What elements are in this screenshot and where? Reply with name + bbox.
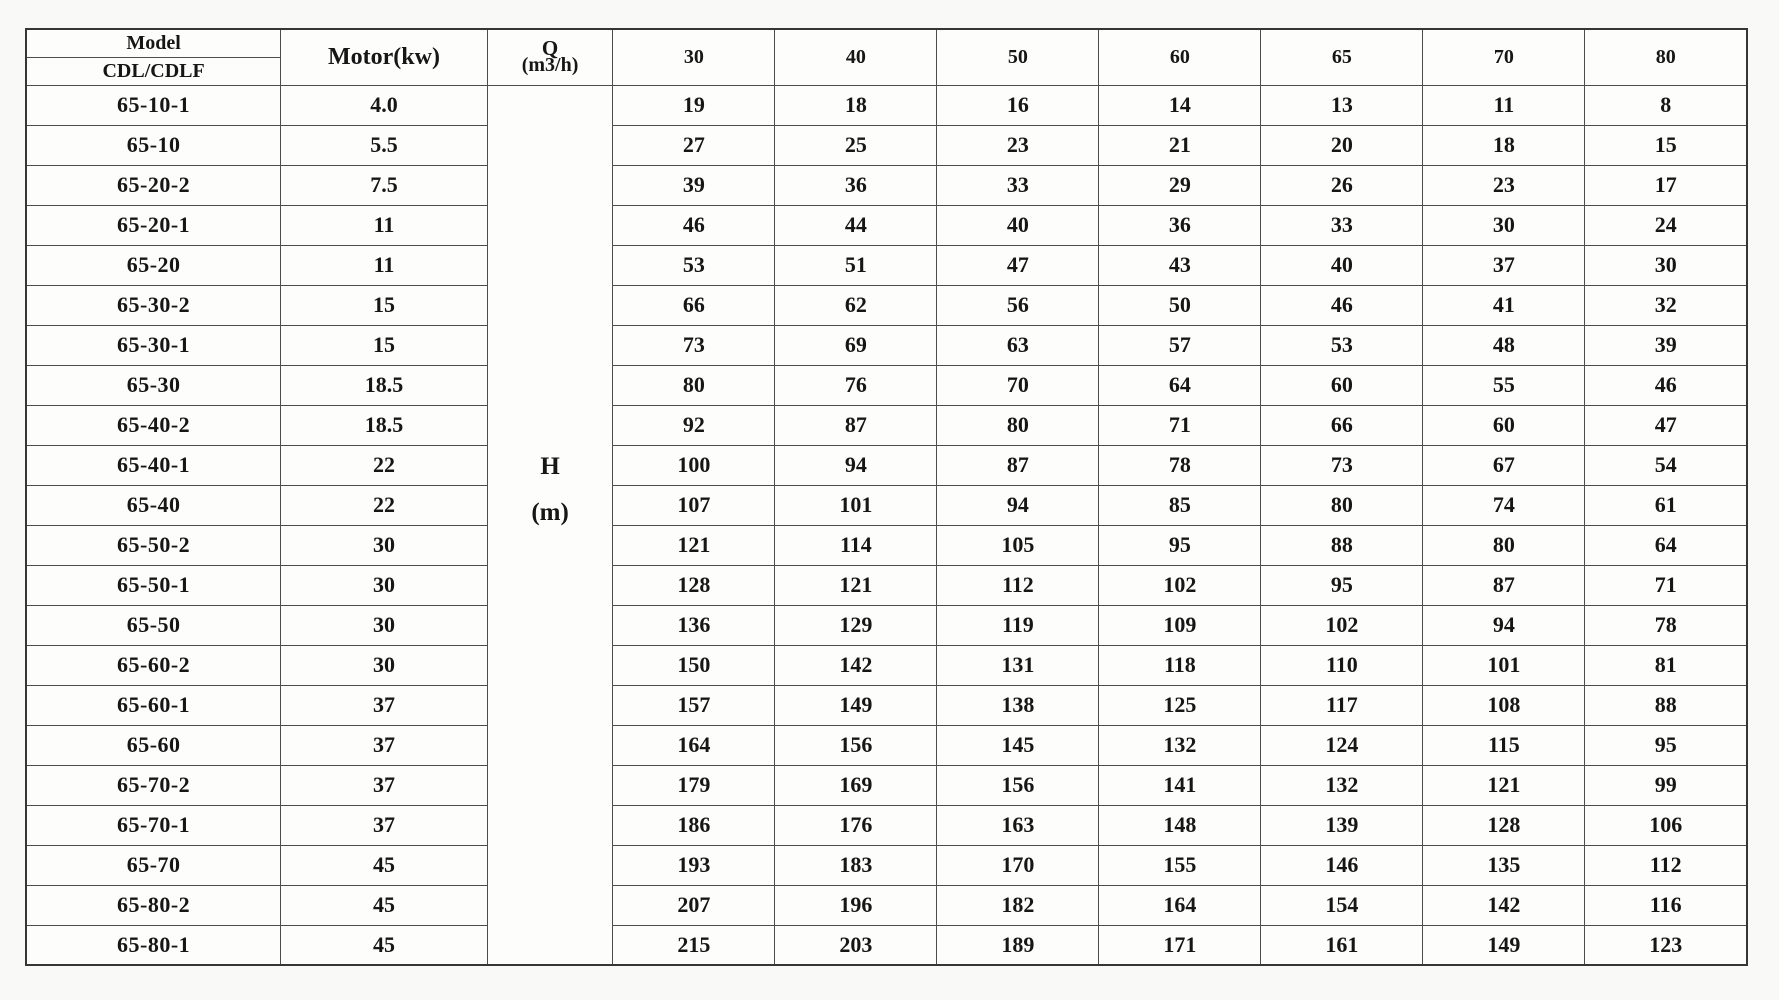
table-row [26,605,1747,645]
head-value-cell: 80 [613,365,775,405]
table-row [26,925,1747,965]
model-cell: 65-30-1 [26,325,281,365]
flow-value-header: 70 [1423,29,1585,85]
head-value-cell: 94 [775,445,937,485]
head-value-cell: 109 [1099,605,1261,645]
head-value-cell: 60 [1423,405,1585,445]
table-row [26,325,1747,365]
table-row [26,165,1747,205]
head-value-cell: 71 [1099,405,1261,445]
head-value-cell: 32 [1585,285,1747,325]
head-value-cell: 138 [937,685,1099,725]
head-value-cell: 64 [1099,365,1261,405]
head-value-cell: 110 [1261,645,1423,685]
model-cell: 65-50-1 [26,565,281,605]
head-value-cell: 108 [1423,685,1585,725]
head-value-cell: 80 [1423,525,1585,565]
head-value-cell: 26 [1261,165,1423,205]
head-value-cell: 164 [613,725,775,765]
head-value-cell: 54 [1585,445,1747,485]
head-value-cell: 33 [1261,205,1423,245]
model-cell: 65-50 [26,605,281,645]
model-cell: 65-40-1 [26,445,281,485]
head-value-cell: 50 [1099,285,1261,325]
head-value-cell: 66 [1261,405,1423,445]
head-value-cell: 46 [613,205,775,245]
model-series-header: CDL/CDLF [26,57,281,85]
head-value-cell: 107 [613,485,775,525]
head-unit-cell [487,85,613,965]
model-cell: 65-70-2 [26,765,281,805]
head-value-cell: 101 [775,485,937,525]
head-value-cell: 112 [1585,845,1747,885]
motor-cell: 4.0 [281,85,488,125]
head-value-cell: 124 [1261,725,1423,765]
head-value-cell: 170 [937,845,1099,885]
head-value-cell: 23 [937,125,1099,165]
head-value-cell: 87 [1423,565,1585,605]
head-value-cell: 135 [1423,845,1585,885]
flow-value-header: 30 [613,29,775,85]
head-value-cell: 95 [1261,565,1423,605]
head-value-cell: 33 [937,165,1099,205]
model-cell: 65-40 [26,485,281,525]
head-value-cell: 40 [937,205,1099,245]
head-value-cell: 11 [1423,85,1585,125]
head-value-cell: 99 [1585,765,1747,805]
head-value-cell: 94 [937,485,1099,525]
head-value-cell: 102 [1099,565,1261,605]
model-cell: 65-80-1 [26,925,281,965]
head-value-cell: 46 [1261,285,1423,325]
head-value-cell: 141 [1099,765,1261,805]
model-column-header: Model [26,29,281,57]
model-cell: 65-70-1 [26,805,281,845]
model-cell: 65-60-2 [26,645,281,685]
table-row [26,805,1747,845]
head-value-cell: 18 [1423,125,1585,165]
motor-cell: 30 [281,605,488,645]
model-cell: 65-50-2 [26,525,281,565]
head-value-cell: 182 [937,885,1099,925]
model-cell: 65-10-1 [26,85,281,125]
model-cell: 65-10 [26,125,281,165]
head-value-cell: 100 [613,445,775,485]
table-row [26,645,1747,685]
motor-cell: 11 [281,205,488,245]
head-value-cell: 121 [1423,765,1585,805]
head-value-cell: 146 [1261,845,1423,885]
head-value-cell: 118 [1099,645,1261,685]
head-value-cell: 157 [613,685,775,725]
motor-cell: 5.5 [281,125,488,165]
head-value-cell: 66 [613,285,775,325]
head-value-cell: 57 [1099,325,1261,365]
head-value-cell: 55 [1423,365,1585,405]
head-value-cell: 70 [937,365,1099,405]
head-value-cell: 23 [1423,165,1585,205]
flow-column-header [487,29,613,85]
head-value-cell: 74 [1423,485,1585,525]
motor-cell: 45 [281,845,488,885]
motor-cell: 37 [281,685,488,725]
head-value-cell: 112 [937,565,1099,605]
head-value-cell: 73 [613,325,775,365]
head-value-cell: 81 [1585,645,1747,685]
model-cell: 65-60-1 [26,685,281,725]
head-value-cell: 193 [613,845,775,885]
head-value-cell: 164 [1099,885,1261,925]
head-value-cell: 30 [1423,205,1585,245]
model-cell: 65-60 [26,725,281,765]
flow-value-header: 65 [1261,29,1423,85]
head-value-cell: 24 [1585,205,1747,245]
head-value-cell: 62 [775,285,937,325]
head-value-cell: 171 [1099,925,1261,965]
motor-cell: 30 [281,565,488,605]
head-value-cell: 56 [937,285,1099,325]
head-value-cell: 101 [1423,645,1585,685]
flow-symbol-label: Q [541,36,559,61]
head-value-cell: 149 [1423,925,1585,965]
head-value-cell: 14 [1099,85,1261,125]
table-row [26,245,1747,285]
head-value-cell: 8 [1585,85,1747,125]
table-row [26,405,1747,445]
model-cell: 65-40-2 [26,405,281,445]
motor-cell: 7.5 [281,165,488,205]
model-cell: 65-30-2 [26,285,281,325]
table-row [26,125,1747,165]
head-value-cell: 139 [1261,805,1423,845]
motor-cell: 11 [281,245,488,285]
table-row [26,365,1747,405]
table-row [26,885,1747,925]
motor-cell: 30 [281,645,488,685]
head-value-cell: 87 [937,445,1099,485]
head-value-cell: 43 [1099,245,1261,285]
motor-cell: 15 [281,325,488,365]
head-value-cell: 47 [1585,405,1747,445]
head-value-cell: 64 [1585,525,1747,565]
head-value-cell: 13 [1261,85,1423,125]
motor-cell: 18.5 [281,365,488,405]
motor-cell: 30 [281,525,488,565]
head-value-cell: 203 [775,925,937,965]
head-value-cell: 116 [1585,885,1747,925]
head-value-cell: 132 [1099,725,1261,765]
head-value-cell: 145 [937,725,1099,765]
head-value-cell: 128 [1423,805,1585,845]
head-value-cell: 148 [1099,805,1261,845]
header-row-top [26,29,1747,57]
head-value-cell: 85 [1099,485,1261,525]
head-value-cell: 156 [937,765,1099,805]
flow-unit-label: (m3/h) [521,54,579,77]
motor-cell: 22 [281,445,488,485]
head-unit-label: (m) [531,498,569,526]
head-value-cell: 150 [613,645,775,685]
head-value-cell: 51 [775,245,937,285]
model-cell: 65-70 [26,845,281,885]
head-value-cell: 53 [1261,325,1423,365]
head-value-cell: 95 [1585,725,1747,765]
head-value-cell: 154 [1261,885,1423,925]
table-row [26,285,1747,325]
head-value-cell: 71 [1585,565,1747,605]
head-value-cell: 88 [1585,685,1747,725]
flow-value-header: 50 [937,29,1099,85]
motor-cell: 37 [281,725,488,765]
head-value-cell: 136 [613,605,775,645]
head-value-cell: 29 [1099,165,1261,205]
head-value-cell: 102 [1261,605,1423,645]
head-value-cell: 67 [1423,445,1585,485]
head-value-cell: 106 [1585,805,1747,845]
head-value-cell: 169 [775,765,937,805]
head-value-cell: 17 [1585,165,1747,205]
head-value-cell: 186 [613,805,775,845]
head-value-cell: 215 [613,925,775,965]
head-value-cell: 76 [775,365,937,405]
head-value-cell: 19 [613,85,775,125]
head-value-cell: 161 [1261,925,1423,965]
motor-cell: 37 [281,765,488,805]
head-value-cell: 129 [775,605,937,645]
head-value-cell: 18 [775,85,937,125]
model-cell: 65-20-1 [26,205,281,245]
head-value-cell: 80 [1261,485,1423,525]
head-value-cell: 163 [937,805,1099,845]
head-value-cell: 156 [775,725,937,765]
head-value-cell: 63 [937,325,1099,365]
head-value-cell: 114 [775,525,937,565]
head-value-cell: 40 [1261,245,1423,285]
motor-cell: 37 [281,805,488,845]
head-value-cell: 27 [613,125,775,165]
head-value-cell: 61 [1585,485,1747,525]
head-value-cell: 105 [937,525,1099,565]
head-value-cell: 125 [1099,685,1261,725]
head-value-cell: 37 [1423,245,1585,285]
flow-value-header: 40 [775,29,937,85]
head-value-cell: 92 [613,405,775,445]
head-value-cell: 41 [1423,285,1585,325]
head-value-cell: 131 [937,645,1099,685]
head-symbol-label: H [540,452,560,480]
model-cell: 65-80-2 [26,885,281,925]
table-row [26,765,1747,805]
head-value-cell: 78 [1585,605,1747,645]
head-value-cell: 30 [1585,245,1747,285]
table-row [26,845,1747,885]
head-value-cell: 179 [613,765,775,805]
motor-column-header: Motor(kw) [281,29,488,85]
head-value-cell: 176 [775,805,937,845]
head-value-cell: 25 [775,125,937,165]
head-value-cell: 142 [775,645,937,685]
head-value-cell: 95 [1099,525,1261,565]
head-value-cell: 60 [1261,365,1423,405]
table-header [26,29,1747,85]
head-value-cell: 119 [937,605,1099,645]
head-value-cell: 47 [937,245,1099,285]
motor-cell: 45 [281,885,488,925]
head-value-cell: 142 [1423,885,1585,925]
flow-value-header: 80 [1585,29,1747,85]
table-row [26,485,1747,525]
motor-cell: 15 [281,285,488,325]
model-cell: 65-20-2 [26,165,281,205]
head-value-cell: 183 [775,845,937,885]
head-value-cell: 121 [613,525,775,565]
table-body [26,85,1747,965]
head-value-cell: 117 [1261,685,1423,725]
head-value-cell: 88 [1261,525,1423,565]
head-value-cell: 149 [775,685,937,725]
head-value-cell: 44 [775,205,937,245]
head-value-cell: 39 [1585,325,1747,365]
motor-cell: 45 [281,925,488,965]
head-value-cell: 20 [1261,125,1423,165]
head-value-cell: 121 [775,565,937,605]
pump-head-table [25,28,1748,966]
table-row [26,205,1747,245]
table-row [26,525,1747,565]
head-value-cell: 53 [613,245,775,285]
model-cell: 65-30 [26,365,281,405]
head-value-cell: 87 [775,405,937,445]
head-value-cell: 207 [613,885,775,925]
flow-value-header: 60 [1099,29,1261,85]
head-value-cell: 39 [613,165,775,205]
head-value-cell: 189 [937,925,1099,965]
head-value-cell: 155 [1099,845,1261,885]
head-value-cell: 128 [613,565,775,605]
table-row [26,725,1747,765]
head-value-cell: 36 [1099,205,1261,245]
head-value-cell: 46 [1585,365,1747,405]
head-value-cell: 48 [1423,325,1585,365]
head-value-cell: 21 [1099,125,1261,165]
head-value-cell: 115 [1423,725,1585,765]
head-value-cell: 78 [1099,445,1261,485]
head-value-cell: 123 [1585,925,1747,965]
table-row [26,565,1747,605]
head-value-cell: 94 [1423,605,1585,645]
motor-cell: 22 [281,485,488,525]
head-value-cell: 69 [775,325,937,365]
head-value-cell: 80 [937,405,1099,445]
model-cell: 65-20 [26,245,281,285]
head-value-cell: 36 [775,165,937,205]
head-value-cell: 132 [1261,765,1423,805]
head-value-cell: 196 [775,885,937,925]
head-value-cell: 73 [1261,445,1423,485]
head-value-cell: 16 [937,85,1099,125]
table-row [26,685,1747,725]
head-value-cell: 15 [1585,125,1747,165]
table-row [26,445,1747,485]
motor-cell: 18.5 [281,405,488,445]
table-row [26,85,1747,125]
